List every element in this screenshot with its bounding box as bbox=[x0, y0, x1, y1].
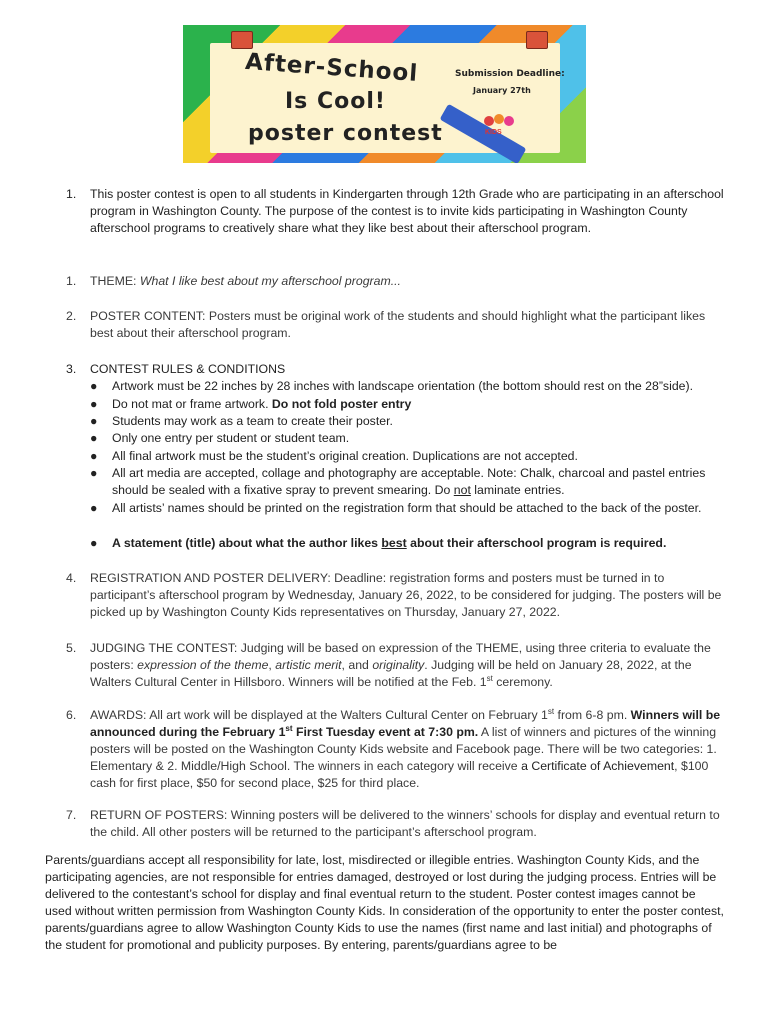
item-number: 1. bbox=[66, 274, 77, 288]
content-text: POSTER CONTENT: Posters must be original work of the students and should highlight what the participant likes best about their afterschool program. bbox=[90, 309, 706, 340]
binder-clip-icon bbox=[526, 31, 548, 49]
judging-text: JUDGING THE CONTEST: Judging will be based on expression of the THEME, using three criteria to evaluate the posters: expression of the theme, artistic merit, and originality. Judging will be held on January 28, 2022, at the Walters Cultural Center in Hillsboro. Winners will be notified at the Feb. 1st ceremony. bbox=[90, 641, 711, 689]
item-number: 1. bbox=[66, 187, 77, 201]
registration-text: REGISTRATION AND POSTER DELIVERY: Deadline: registration forms and posters must be turned in to participant’s afterschool program by Wednesday, January 26, 2022, to be considered for judging. The posters will be picked up by Washington County Kids representatives on Thursday, January 27, 2022. bbox=[90, 571, 722, 619]
deadline-label: Submission Deadline: bbox=[455, 69, 565, 79]
bullet-icon: ● bbox=[90, 536, 98, 550]
kids-logo-icon bbox=[479, 111, 519, 141]
item-number: 7. bbox=[66, 808, 77, 822]
item-number: 3. bbox=[66, 362, 77, 376]
intro-text: This poster contest is open to all students in Kindergarten through 12th Grade who are participating in an afterschool program in Washington County. The purpose of the contest is to invite kids participating in Washington County afterschool programs to creatively share what they like best about their afterschool program. bbox=[90, 187, 724, 235]
bullet-icon: ● bbox=[90, 431, 98, 445]
bullet-icon: ● bbox=[90, 397, 98, 411]
item-number: 2. bbox=[66, 309, 77, 323]
theme-text: What I like best about my afterschool program... bbox=[139, 274, 401, 288]
bullet-icon: ● bbox=[90, 466, 98, 480]
item-number: 4. bbox=[66, 571, 77, 585]
bullet-icon: ● bbox=[90, 449, 98, 463]
logo-text: KIDS bbox=[485, 129, 502, 136]
item-number: 6. bbox=[66, 708, 77, 722]
bullet-icon: ● bbox=[90, 379, 98, 393]
rules-heading: CONTEST RULES & CONDITIONS bbox=[90, 362, 286, 376]
disclaimer-paragraph: Parents/guardians accept all responsibility for late, lost, misdirected or illegible entries. Washington County Kids, and the participating agencies, are not responsible for entries damaged, destroyed or lost during the judging process. Entries will be delivered to the contestant’s school for display and final eventual return to the student. Poster contest images cannot be used without written permission from Washington County Kids. In consideration of the opportunity to enter the poster contest, parents/guardians agree to allow Washington County Kids to use the names (first name and last initial) and photographs of the student for promotional and publicity purposes. By entering, parents/guardians agree to be bbox=[45, 853, 724, 952]
banner-title-line3: poster contest bbox=[248, 121, 443, 146]
bullet-icon: ● bbox=[90, 501, 98, 515]
return-text: RETURN OF POSTERS: Winning posters will be delivered to the winners’ schools for display and eventual return to the child. All other posters will be returned to the participant’s afterschool program. bbox=[90, 808, 720, 839]
theme-label: THEME: bbox=[90, 274, 140, 288]
banner-title-line2: Is Cool! bbox=[285, 89, 386, 114]
bullet-icon: ● bbox=[90, 414, 98, 428]
deadline-date: January 27th bbox=[473, 86, 531, 95]
binder-clip-icon bbox=[231, 31, 253, 49]
awards-text: AWARDS: All art work will be displayed at the Walters Cultural Center on February 1st from 6-8 pm. Winners will be announced during the February 1st First Tuesday event at 7:30 pm. A list of winners and pictures of the winning posters will be posted on the Washington County Kids website and Facebook page. There will be two categories: 1. Elementary & 2. Middle/High School. The winners in each category will receive a Certificate of Achievement, $100 cash for first place, $50 for second place, $25 for third place. bbox=[90, 706, 721, 790]
banner-title-line1: After-School bbox=[244, 48, 420, 88]
item-number: 5. bbox=[66, 641, 77, 655]
contest-banner bbox=[183, 25, 586, 163]
